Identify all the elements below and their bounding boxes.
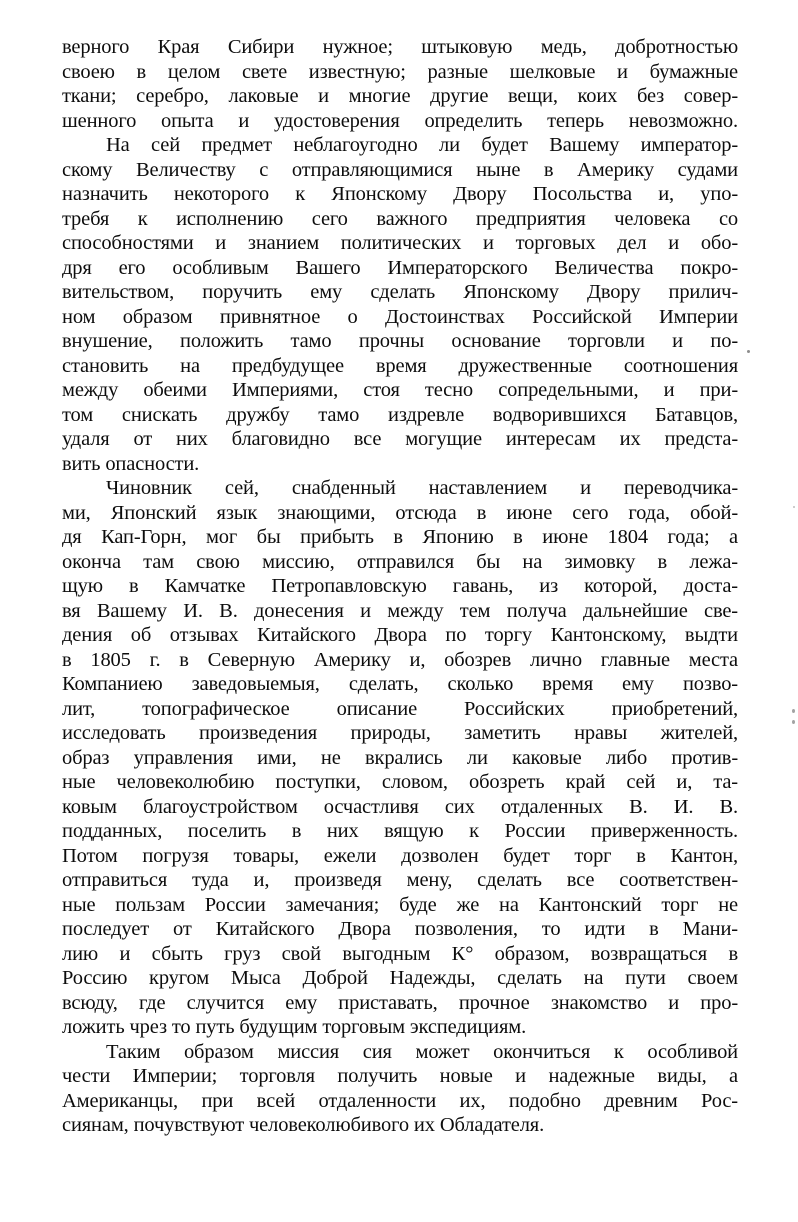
text-line: шенного опыта и удостоверения определить теперь невозможно.: [62, 109, 738, 132]
text-line: Чиновник сей, снабденный наставлением и переводчика-: [106, 477, 738, 499]
scan-speck: [792, 709, 795, 713]
paragraph: [62, 133, 738, 476]
paragraph: [62, 476, 738, 1040]
text-line: удаля от них благовидно все могущие интересам их предста-: [62, 428, 738, 450]
text-line: Компаниею заведовыемыя, сделать, сколько время ему позво-: [62, 673, 738, 695]
text-line: способностями и знанием политических и торговых дел и обо-: [62, 232, 738, 254]
scan-speck: [747, 350, 750, 353]
text-line: На сей предмет неблагоугодно ли будет Вашему император-: [106, 134, 738, 156]
text-line: скому Величеству с отправляющимися ныне в Америку судами: [62, 158, 738, 181]
text-line: подданных, поселить в них вящую к России приверженность.: [62, 820, 738, 842]
text-line: ные человеколюбию поступки, словом, обозреть край сей и, та-: [62, 771, 738, 793]
text-line: исследовать произведения природы, заметить нравы жителей,: [62, 722, 738, 744]
text-line: ковым благоустройством осчастливя сих отдаленных В. И. В.: [62, 795, 738, 818]
text-line: внушение, положить тамо прочны основание торговли и по-: [62, 330, 738, 352]
text-line: Таким образом миссия сия может окончиться к особливой: [106, 1040, 738, 1063]
text-line: верного Края Сибири нужное; штыковую медь, добротностью: [62, 36, 738, 58]
text-line: вительством, поручить ему сделать Японскому Двору прилич-: [62, 281, 738, 303]
text-line: вить опасности.: [62, 452, 200, 475]
text-line: между обеими Империями, стоя тесно сопредельными, и при-: [62, 379, 738, 401]
text-line: Россию кругом Мыса Доброй Надежды, сделать на пути своем: [62, 967, 738, 989]
text-line: становить на предбудущее время дружественные соотношения: [62, 354, 738, 377]
text-line: дения об отзывах Китайского Двора по торгу Кантонскому, выдти: [62, 624, 738, 646]
text-line: своею в целом свете известную; разные шелковые и бумажные: [62, 60, 738, 83]
text-line: лит, топографическое описание Российских приобретений,: [62, 697, 738, 720]
text-line: последует от Китайского Двора позволения, то идти в Мани-: [62, 918, 738, 940]
text-line: ткани; серебро, лаковые и многие другие вещи, коих без совер-: [62, 85, 738, 107]
text-line: образ управления ими, не вкрались ли каковые либо против-: [62, 746, 738, 769]
text-line: Американцы, при всей отдаленности их, подобно древним Рос-: [62, 1089, 738, 1112]
text-line: ные пользам России замечания; буде же на Кантонский торг не: [62, 893, 738, 916]
text-line: сиянам, почувствуют человеколюбивого их Обладателя.: [62, 1114, 545, 1136]
text-line: оконча там свою миссию, отправился бы на зимовку в лежа-: [62, 550, 738, 573]
text-line: лию и сбыть груз свой выгодным К° образом, возвращаться в: [62, 942, 738, 965]
text-line: вя Вашему И. В. донесения и между тем получа дальнейшие све-: [62, 599, 738, 622]
text-line: чести Империи; торговля получить новые и надежные виды, а: [62, 1065, 738, 1087]
text-line: ложить чрез то путь будущим торговым экспедициям.: [62, 1016, 527, 1038]
scan-speck: [793, 506, 795, 508]
paragraph: [62, 35, 738, 133]
text-line: ном образом привнятное о Достоинствах Российской Империи: [62, 305, 738, 328]
text-line: отправиться туда и, произведя мену, сделать все соответствен-: [62, 869, 738, 891]
text-line: Потом погрузя товары, ежели дозволен будет торг в Кантон,: [62, 844, 738, 867]
text-line: дя Кап-Горн, мог бы прибыть в Японию в июне 1804 года; а: [62, 526, 738, 548]
text-line: ми, Японский язык знающими, отсюда в июне сего года, обой-: [62, 501, 738, 524]
text-line: дря его особливым Вашего Императорского Величества покро-: [62, 256, 738, 279]
text-line: том снискать дружбу тамо издревле водворившихся Батавцов,: [62, 403, 738, 426]
text-line: щую в Камчатке Петропавловскую гавань, из которой, доста-: [62, 575, 738, 597]
page-text-block: [62, 35, 738, 1138]
text-line: всюду, где случится ему приставать, прочное знакомство и про-: [62, 991, 738, 1014]
scan-speck: [792, 720, 795, 724]
paragraph: [62, 1040, 738, 1138]
text-line: в 1805 г. в Северную Америку и, обозрев лично главные места: [62, 648, 738, 671]
text-line: назначить некоторого к Японскому Двору Посольства и, упо-: [62, 183, 738, 205]
text-line: требя к исполнению сего важного предприятия человека со: [62, 207, 738, 230]
